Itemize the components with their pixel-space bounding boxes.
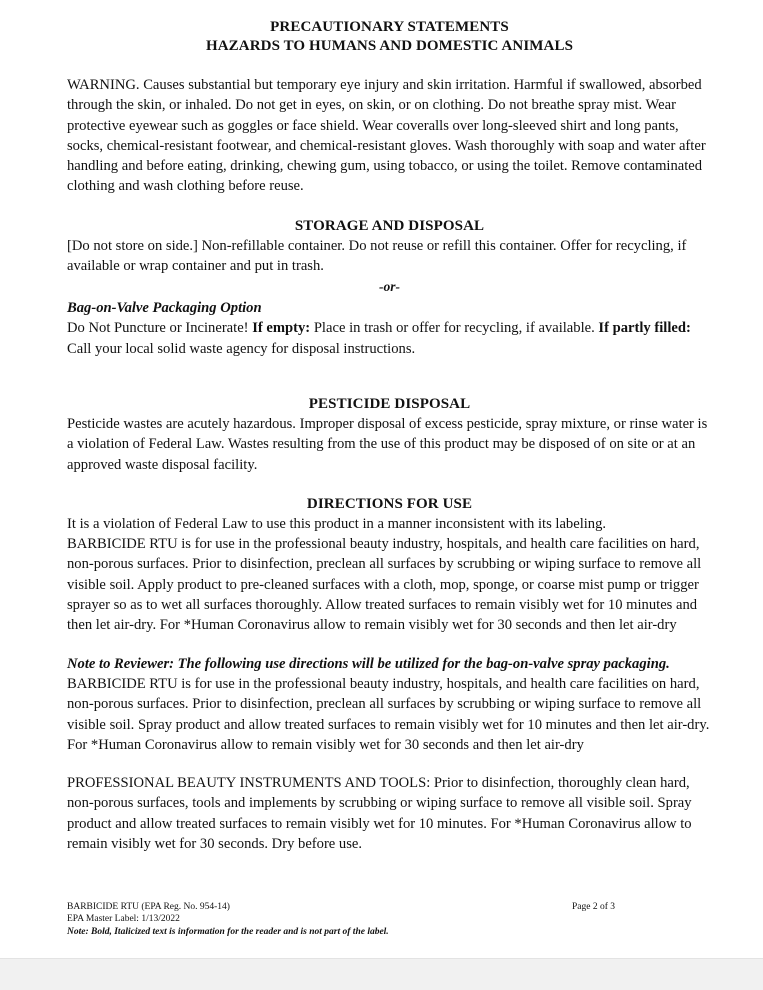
bag-on-valve-paragraph [67,318,712,359]
reviewer-note-label: Note to Reviewer: The following use directions will be utilized for the bag-on-valve spray packaging. [67,655,670,672]
pesticide-disposal-paragraph: Pesticide wastes are acutely hazardous. Improper disposal of excess pesticide, spray mixture, or rinse water is a violation of Federal Law. Wastes resulting from the use of this product may be disposed of on site or at an approved waste disposal facility. [67,415,708,473]
directions-paragraph: BARBICIDE RTU is for use in the professional beauty industry, hospitals, and health care facilities on hard, non-porous surfaces. Prior to disinfection, preclean all surfaces by scrubbing or wiping surface to remove all visible soil. Apply product to pre-cleaned surfaces with a cloth, mop, sponge, or coarse mist pump or trigger sprayer so as to wet all surfaces thoroughly. Allow treated surfaces to remain visibly wet for 10 minutes and then let air-dry. For *Human Coronavirus allow to remain visibly wet for 30 seconds and then let air-dry [67,536,702,634]
directions-violation-line: It is a violation of Federal Law to use this product in a manner inconsistent with its labeling. [67,515,607,532]
bov-if-empty: If empty: [252,320,311,337]
storage-paragraph: [Do not store on side.] Non-refillable container. Do not reuse or refill this container. Offer for recycling, if available or wrap container and put in trash. [67,237,687,275]
pesticide-disposal-heading: PESTICIDE DISPOSAL [308,395,471,412]
label-content [67,18,712,854]
professional-tools-paragraph: PROFESSIONAL BEAUTY INSTRUMENTS AND TOOLS: Prior to disinfection, thoroughly clean hard, non-porous surfaces, tools and implements by scrubbing or wiping surface to remove all visible soil. Spray product and allow treated surfaces to remain visibly wet for 10 minutes. For *Human Coronavirus allow to remain visibly wet for 30 seconds. Dry before use. [67,775,692,853]
reviewer-directions-paragraph: BARBICIDE RTU is for use in the professional beauty industry, hospitals, and health care facilities on hard, non-porous surfaces. Prior to disinfection, preclean all surfaces by scrubbing or wiping surface to remove all visible soil. Spray product and allow treated surfaces to remain visibly wet for 10 minutes and then let air-dry. For *Human Coronavirus allow to remain visibly wet for 30 seconds and then let air-dry [67,675,710,753]
footer-product: BARBICIDE RTU (EPA Reg. No. 954-14) [67,902,230,912]
viewer-bottom-bar [0,958,763,990]
footer-note: Note: Bold, Italicized text is information for the reader and is not part of the label. [67,926,389,937]
bov-if-partly-filled: If partly filled: [598,320,691,337]
page-footer [67,901,627,938]
footer-master-label: EPA Master Label: 1/13/2022 [67,914,180,925]
page-number: Page 2 of 3 [572,902,616,912]
precautionary-heading: PRECAUTIONARY STATEMENTS [270,19,509,35]
bov-text-1: Do Not Puncture or Incinerate! [67,320,253,337]
warning-paragraph: WARNING. Causes substantial but temporary eye injury and skin irritation. Harmful if swallowed, absorbed through the skin, or inhaled. Do not get in eyes, on skin, or on clothing. Do not breathe spray mist. Wear protective eyewear such as goggles or face shield. Wear coveralls over long-sleeved shirt and long pants, socks, chemical-resistant footwear, and chemical-resistant gloves. Wash thoroughly with soap and water after handling and before eating, drinking, chewing gum, using tobacco, or using the toilet. Remove contaminated clothing and wash clothing before reuse. [67,77,706,195]
reviewer-note [67,654,712,674]
storage-heading: STORAGE AND DISPOSAL [294,217,485,234]
bag-on-valve-heading: Bag-on-Valve Packaging Option [67,300,262,317]
bov-text-2: Place in trash or offer for recycling, if available. [310,320,599,337]
bov-text-3: Call your local solid waste agency for disposal instructions. [67,340,416,357]
hazards-heading: HAZARDS TO HUMANS AND DOMESTIC ANIMALS [205,38,574,54]
or-separator: -or- [379,279,400,295]
directions-heading: DIRECTIONS FOR USE [306,495,473,512]
